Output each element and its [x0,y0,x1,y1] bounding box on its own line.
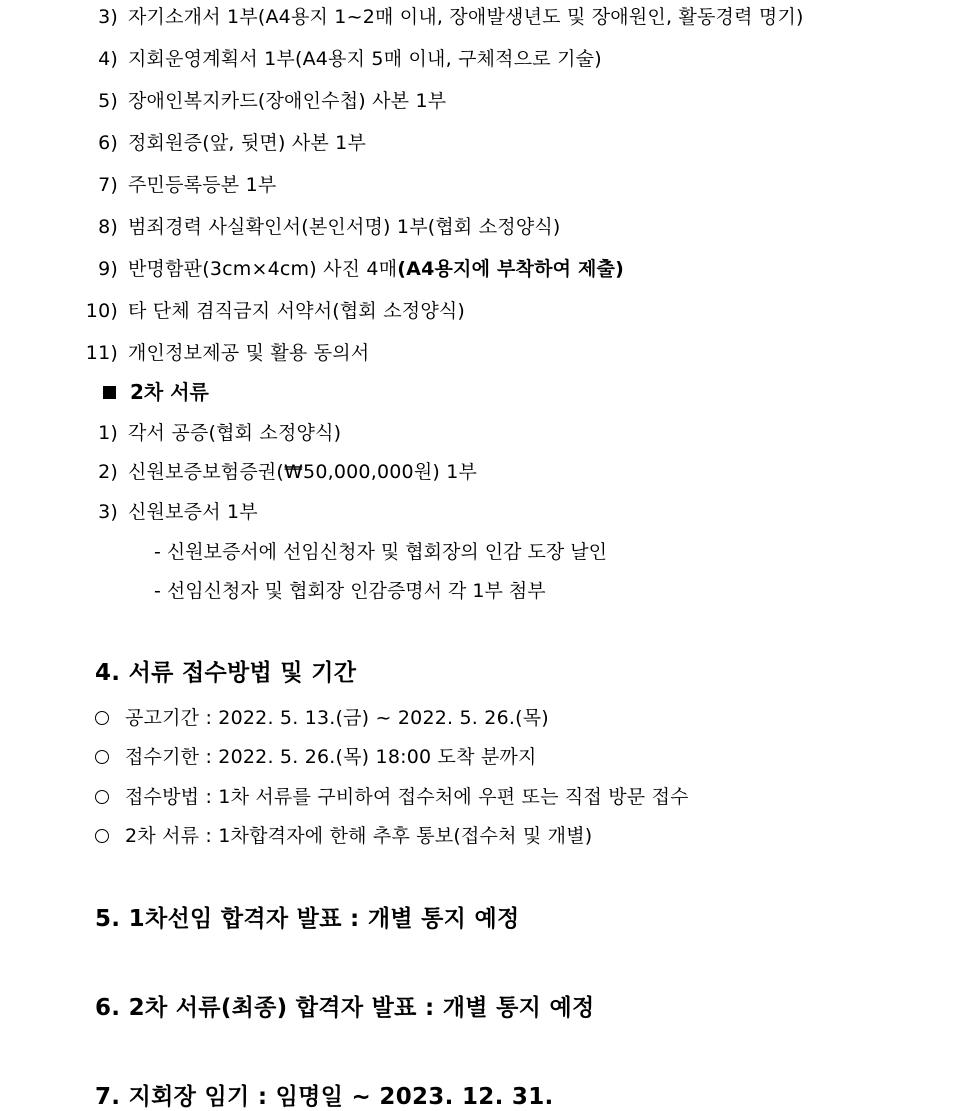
list-item [95,782,689,809]
list-item [82,497,258,524]
list-item [82,254,624,281]
section-7-heading: 7. 지회장 임기 : 임명일 ~ 2023. 12. 31. [95,1084,554,1110]
item-number: 8) [98,216,118,238]
list-item [95,821,592,848]
item-text: 2차 서류 : 1차합격자에 한해 추후 통보(접수처 및 개별) [125,825,593,847]
second-docs-heading [103,376,209,405]
list-item [82,418,341,445]
circle-bullet-icon [95,750,109,764]
second-docs-title: 2차 서류 [130,380,209,404]
section-4-heading: 4. 서류 접수방법 및 기간 [95,660,357,686]
item-number: 5) [98,90,118,112]
item-text: 신원보증보험증권(₩50,000,000원) 1부 [128,461,478,483]
item-text: 주민등록등본 1부 [128,174,277,196]
item-number: 9) [98,258,118,280]
item-number: 11) [85,342,118,364]
list-item [82,86,446,113]
item-number: 2) [98,461,118,483]
list-item [82,128,366,155]
sub-item: - 선임신청자 및 협회장 인감증명서 각 1부 첨부 [154,580,546,602]
circle-bullet-icon [95,790,109,804]
item-number: 1) [98,422,118,444]
item-text: 공고기간 : 2022. 5. 13.(금) ~ 2022. 5. 26.(목) [125,707,549,729]
list-item [82,457,477,484]
item-text: 신원보증서 1부 [128,501,258,523]
item-text: 접수방법 : 1차 서류를 구비하여 접수처에 우편 또는 직접 방문 접수 [125,786,689,808]
item-number: 3) [98,6,118,28]
item-text: 타 단체 겸직금지 서약서(협회 소정양식) [128,300,466,322]
section-5-heading: 5. 1차선임 합격자 발표 : 개별 통지 예정 [95,906,520,932]
item-text: 자기소개서 1부(A4용지 1~2매 이내, 장애발생년도 및 장애원인, 활동경력 명기) [128,6,804,28]
list-item [82,212,561,239]
item-number: 4) [98,48,118,70]
item-text: 장애인복지카드(장애인수첩) 사본 1부 [128,90,447,112]
list-item [95,703,549,730]
item-number: 10) [85,300,118,322]
item-text: 각서 공증(협회 소정양식) [128,422,342,444]
sub-item: - 신원보증서에 선임신청자 및 협회장의 인감 도장 날인 [154,541,607,563]
list-item [82,44,602,71]
item-text: 지회운영계획서 1부(A4용지 5매 이내, 구체적으로 기술) [128,48,602,70]
item-text: 범죄경력 사실확인서(본인서명) 1부(협회 소정양식) [128,216,561,238]
list-item [95,742,537,769]
section-6-heading: 6. 2차 서류(최종) 합격자 발표 : 개별 통지 예정 [95,995,595,1021]
item-text: 접수기한 : 2022. 5. 26.(목) 18:00 도착 분까지 [125,746,537,768]
list-item [82,2,804,29]
item-text-bold: (A4용지에 부착하여 제출) [397,258,624,280]
list-item [82,170,276,197]
black-square-icon [103,386,116,399]
item-text: 반명함판(3cm×4cm) 사진 4매 [128,258,398,280]
item-text: 정회원증(앞, 뒷면) 사본 1부 [128,132,367,154]
item-number: 6) [98,132,118,154]
circle-bullet-icon [95,829,109,843]
circle-bullet-icon [95,711,109,725]
item-text: 개인정보제공 및 활용 동의서 [128,342,370,364]
item-number: 7) [98,174,118,196]
item-number: 3) [98,501,118,523]
list-item [82,296,465,323]
list-item [82,338,369,365]
